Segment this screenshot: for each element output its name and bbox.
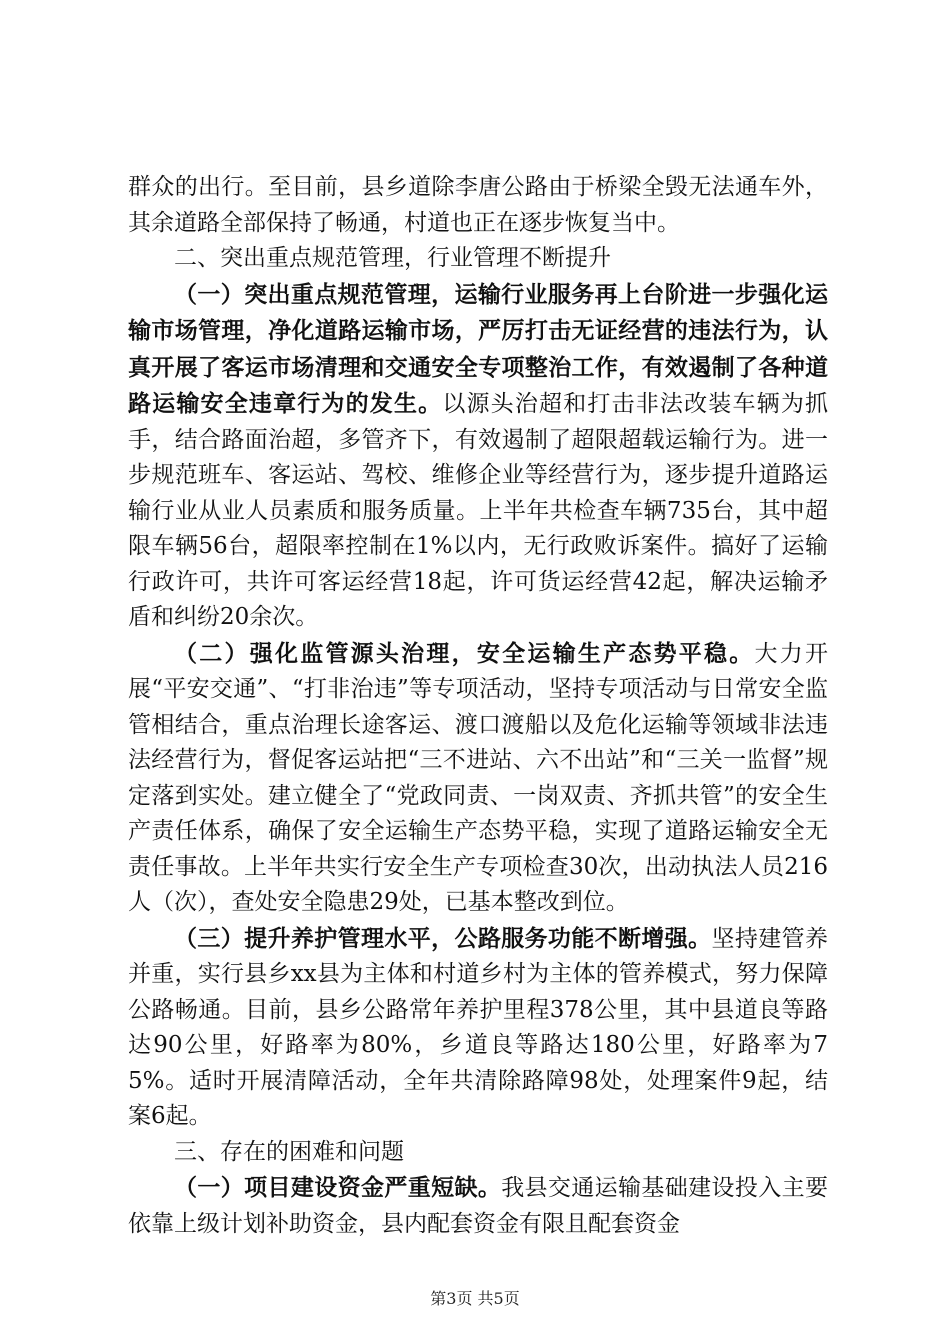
paragraph-text: 群众的出行。至目前，县乡道除李唐公路由于桥梁全毁无法通车外，其余道路全部保持了畅通，村道也正在逐步恢复当中。 <box>128 174 828 236</box>
heading-text: 三、存在的困难和问题 <box>174 1138 404 1165</box>
page-footer <box>0 1286 950 1309</box>
subsection-lead: （一）项目建设资金严重短缺。 <box>174 1174 502 1201</box>
section-heading-3 <box>128 1135 828 1171</box>
section-heading-2 <box>128 241 828 277</box>
page-number-label: 第3页 共5页 <box>430 1289 520 1308</box>
subsection-lead: （一）突出重点规范管理，运输行业服务再上台阶进一步强化运输市场管理，净化道路运输市场，严厉打击无证经营的违法行为，认真开展了客运市场清理和交通安全专项整治工作，有效遏制了各种道路运输安全违章行为的发生。 <box>128 280 828 417</box>
heading-text: 二、突出重点规范管理，行业管理不断提升 <box>174 245 611 271</box>
subsection-3-1 <box>128 1170 828 1242</box>
subsection-lead: （三）提升养护管理水平，公路服务功能不断增强。 <box>174 924 712 952</box>
paragraph-continuation <box>128 170 828 241</box>
document-body <box>128 170 828 1242</box>
subsection-2-3 <box>128 921 828 1135</box>
subsection-lead: （二）强化监管源头治理，安全运输生产态势平稳。 <box>174 639 755 667</box>
paragraph-text: 大力开展“平安交通”、“打非治违”等专项活动，坚持专项活动与日常安全监管相结合，重点治理长途客运、渡口渡船以及危化运输等领域非法违法经营行为，督促客运站把“三不进站、六不出站”和“三关一监督”规定落到实处。建立健全了“党政同责、一岗双责、齐抓共管”的安全生产责任体系，确保了安全运输生产态势平稳，实现了道路运输安全无责任事故。上半年共实行安全生产专项检查30次，出动执法人员216人（次），查处安全隐患29处，已基本整改到位。 <box>128 640 829 915</box>
subsection-2-1 <box>128 277 828 636</box>
subsection-2-2 <box>128 636 828 921</box>
paragraph-text: 坚持建管养并重，实行县乡xx县为主体和村道乡村为主体的管养模式，努力保障公路畅通。目前，县乡公路常年养护里程378公里，其中县道良等路达90公里，好路率为80%，乡道良等路达180公里，好路率为75%。适时开展清障活动，全年共清除路障98处，处理案件9起，结案6起。 <box>128 925 829 1129</box>
paragraph-text: 我县交通运输基础建设投入主要依靠上级计划补助资金，县内配套资金有限且配套资金 <box>128 1175 829 1237</box>
paragraph-text: 以源头治超和打击非法改装车辆为抓手，结合路面治超，多管齐下，有效遏制了超限超载运输行为。进一步规范班车、客运站、驾校、维修企业等经营行为，逐步提升道路运输行业从业人员素质和服务质量。上半年共检查车辆735台，其中超限车辆56台，超限率控制在1%以内，无行政败诉案件。搞好了运输行政许可，共许可客运经营18起，许可货运经营42起，解决运输矛盾和纠纷20余次。 <box>128 391 829 630</box>
